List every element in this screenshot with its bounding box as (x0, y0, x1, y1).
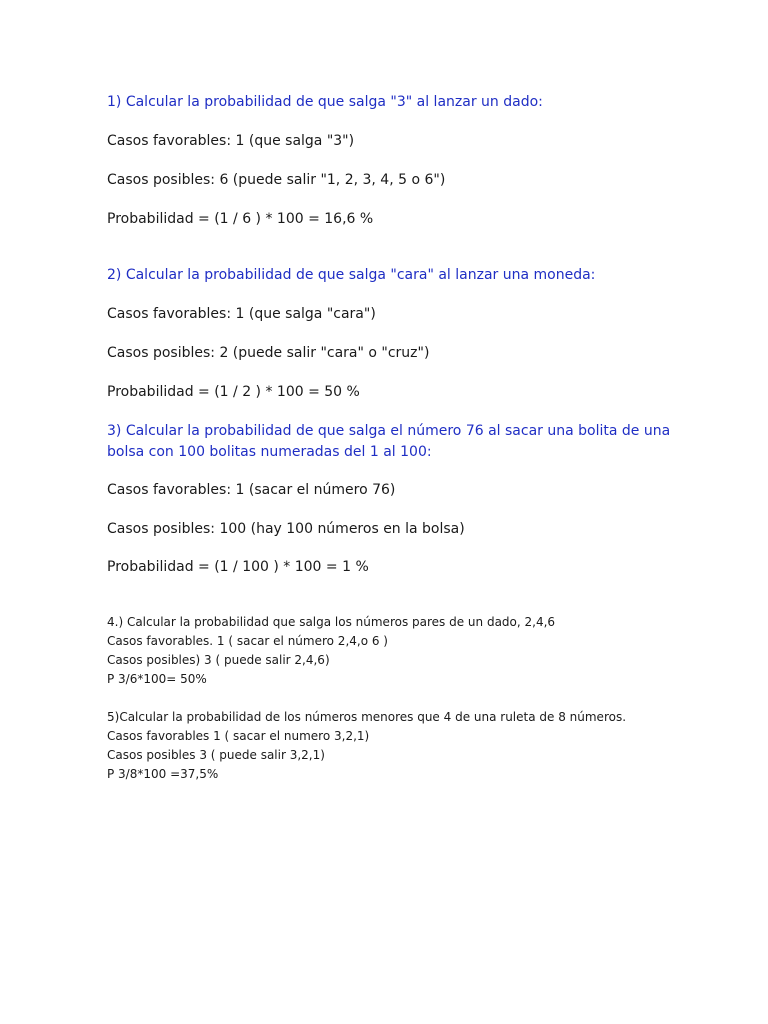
posibles-5: Casos posibles 3 ( puede salir 3,2,1) (107, 748, 325, 762)
question-1: 1) Calcular la probabilidad de que salga "3" al lanzar un dado: (107, 94, 543, 110)
question-2: 2) Calcular la probabilidad de que salga "cara" al lanzar una moneda: (107, 267, 596, 283)
posibles-2: Casos posibles: 2 (puede salir "cara" o "cruz") (107, 345, 430, 361)
favorables-2: Casos favorables: 1 (que salga "cara") (107, 306, 376, 322)
probabilidad-5: P 3/8*100 =37,5% (107, 767, 219, 781)
favorables-1: Casos favorables: 1 (que salga "3") (107, 133, 355, 149)
probabilidad-2: Probabilidad = (1 / 2 ) * 100 = 50 % (107, 384, 360, 400)
posibles-1: Casos posibles: 6 (puede salir "1, 2, 3, 4, 5 o 6") (107, 172, 446, 188)
question-5: 5)Calcular la probabilidad de los números menores que 4 de una ruleta de 8 números. (107, 710, 627, 724)
favorables-4: Casos favorables. 1 ( sacar el número 2,4,o 6 ) (107, 634, 388, 648)
posibles-4: Casos posibles) 3 ( puede salir 2,4,6) (107, 653, 330, 667)
favorables-3: Casos favorables: 1 (sacar el número 76) (107, 482, 396, 498)
probabilidad-1: Probabilidad = (1 / 6 ) * 100 = 16,6 % (107, 211, 374, 227)
posibles-3: Casos posibles: 100 (hay 100 números en la bolsa) (107, 521, 465, 537)
probabilidad-4: P 3/6*100= 50% (107, 672, 207, 686)
favorables-5: Casos favorables 1 ( sacar el numero 3,2,1) (107, 729, 370, 743)
question-3-line-2: bolsa con 100 bolitas numeradas del 1 al 100: (107, 444, 432, 460)
question-3-line-1: 3) Calcular la probabilidad de que salga el número 76 al sacar una bolita de una (107, 423, 671, 439)
question-4: 4.) Calcular la probabilidad que salga los números pares de un dado, 2,4,6 (107, 615, 556, 629)
probabilidad-3: Probabilidad = (1 / 100 ) * 100 = 1 % (107, 559, 369, 575)
